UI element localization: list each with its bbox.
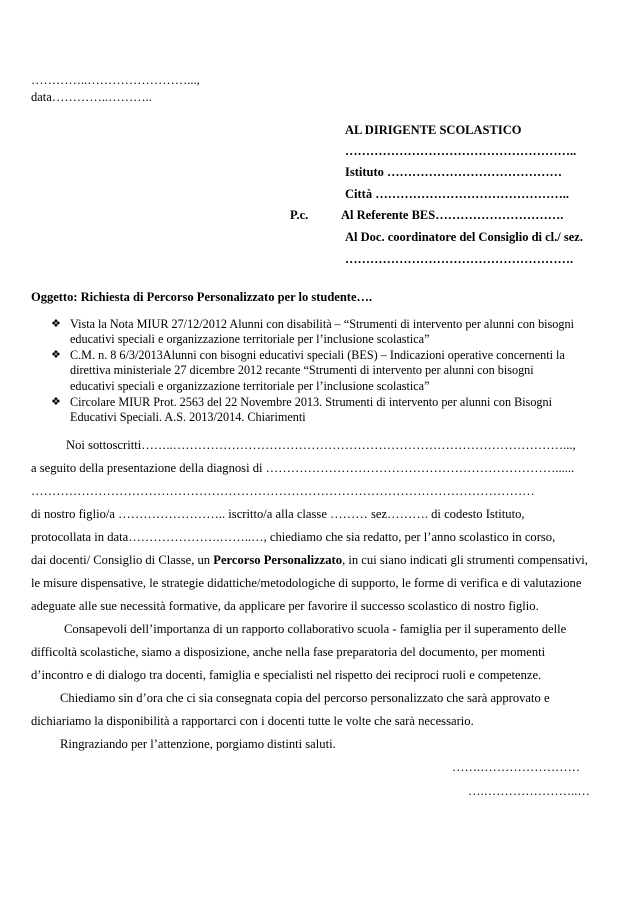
reference-item: Educativi Speciali. A.S. 2013/2014. Chiarimenti <box>70 410 306 424</box>
reference-item: educativi speciali e organizzazione territoriale per l’inclusione scolastica” <box>70 379 430 393</box>
body-line: difficoltà scolastiche, siamo a disposizione, anche nella fase preparatoria del documento, per momenti <box>31 645 546 659</box>
date-line: data…………..……….. <box>31 90 152 104</box>
body-line: d’incontro e di dialogo tra docenti, famiglia e specialisti nel rispetto dei reciproci ruoli e competenze. <box>31 668 542 682</box>
recipient-coordinatore: Al Doc. coordinatore del Consiglio di cl./ sez. <box>345 230 583 244</box>
body-line: Chiediamo sin d’ora che ci sia consegnata copia del percorso personalizzato che sarà approvato e <box>60 691 550 705</box>
body-line: Ringraziando per l’attenzione, porgiamo distinti saluti. <box>60 737 336 751</box>
body-line: ………………………………………………………………………………………………………… <box>31 484 535 498</box>
diamond-bullet-icon: ❖ <box>51 396 61 408</box>
percorso-personalizzato-bold: Percorso Personalizzato <box>213 553 343 567</box>
diamond-bullet-icon: ❖ <box>51 318 61 330</box>
reference-item: C.M. n. 8 6/3/2013Alunni con bisogni educativi speciali (BES) – Indicazioni operative concernenti la <box>70 348 565 362</box>
body-line: a seguito della presentazione della diagnosi di ……………………………………………………………...... <box>31 461 575 475</box>
recipient-referente: Al Referente BES…………………………. <box>341 208 564 222</box>
body-line: protocollata in data………………….……..…, chiediamo che sia redatto, per l’anno scolastico in corso, <box>31 530 556 544</box>
body-line: Noi sottoscritti……..…………………………………………………………………………………..., <box>66 438 576 452</box>
pc-label: P.c. <box>290 208 309 222</box>
signature-line: ….…………………..… <box>468 784 590 798</box>
body-text: , in cui siano indicati gli strumenti compensativi, <box>342 553 588 567</box>
reference-item: educativi speciali e organizzazione territoriale per l’inclusione scolastica” <box>70 332 430 346</box>
reference-item: Circolare MIUR Prot. 2563 del 22 Novembre 2013. Strumenti di intervento per alunni con Bisogni <box>70 395 553 409</box>
body-line: adeguate alle sue necessità formative, da applicare per favorire il successo scolastico di nostro figlio. <box>31 599 539 613</box>
body-line: Consapevoli dell’importanza di un rapporto collaborativo scuola - famiglia per il superamento delle <box>64 622 567 636</box>
body-line <box>31 552 588 568</box>
recipient-dirigente: AL DIRIGENTE SCOLASTICO <box>345 123 522 137</box>
recipient-dirigente-dots: ……………………………………………….. <box>345 144 577 158</box>
diamond-bullet-icon: ❖ <box>51 349 61 361</box>
subject-line: Oggetto: Richiesta di Percorso Personalizzato per lo studente…. <box>31 290 373 304</box>
body-line: dichiariamo la disponibilità a rapportarci con i docenti tutte le volte che sarà necessario. <box>31 714 474 728</box>
recipient-coordinatore-dots: ………………………………………………. <box>345 252 574 266</box>
body-line: di nostro figlio/a …………………….. iscritto/a alla classe ……… sez………. di codesto Istituto, <box>31 507 525 521</box>
reference-item: Vista la Nota MIUR 27/12/2012 Alunni con disabilità – “Strumenti di intervento per alunni con bisogni <box>70 317 574 331</box>
signature-line: …….…………………… <box>452 760 581 774</box>
recipient-citta: Città ……………………………………….. <box>345 187 569 201</box>
recipient-istituto: Istituto …………………………………… <box>345 165 563 179</box>
reference-item: direttiva ministeriale 27 dicembre 2012 recante “Strumenti di intervento per alunni con bisogni <box>70 363 534 377</box>
place-line: …………..……………………..., <box>31 73 200 87</box>
body-text: dai docenti/ Consiglio di Classe, un <box>31 553 214 567</box>
body-line: le misure dispensative, le strategie didattiche/metodologiche di supporto, le forme di verifica e di valutazione <box>31 576 582 590</box>
